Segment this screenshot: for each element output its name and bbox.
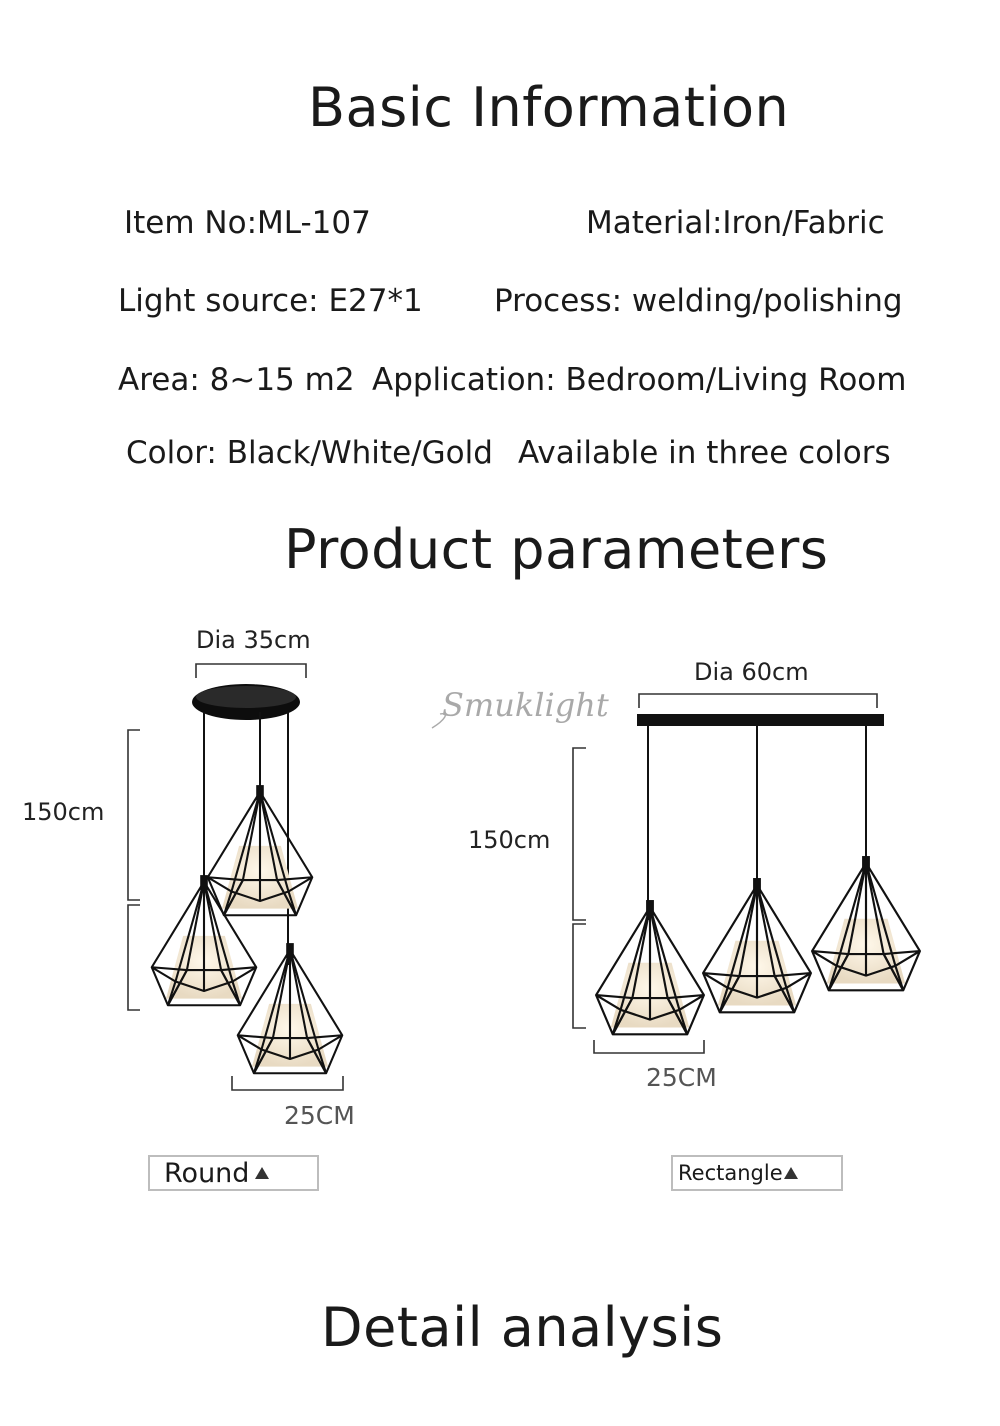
rectangle-tag-label: Rectangle <box>678 1161 783 1185</box>
round-width-label: 25CM <box>284 1101 355 1130</box>
rect-width-label: 25CM <box>646 1063 717 1092</box>
rect-height-label: 150cm <box>468 826 551 854</box>
round-tag-label: Round <box>164 1157 250 1189</box>
material-text: Material:Iron/Fabric <box>586 205 885 241</box>
triangle-up-icon <box>784 1167 798 1179</box>
rectangle-tag <box>671 1155 843 1191</box>
round-pendant <box>128 664 343 1090</box>
area-text: Area: 8~15 m2 <box>118 362 355 398</box>
application-text: Application: Bedroom/Living Room <box>372 362 907 398</box>
item-no-text: Item No:ML-107 <box>124 205 371 241</box>
round-height-label: 150cm <box>22 798 105 826</box>
basic-information-title: Basic Information <box>308 76 790 139</box>
round-diameter-label: Dia 35cm <box>196 626 311 654</box>
watermark-logo: Smuklight <box>442 686 609 724</box>
available-colors-text: Available in three colors <box>518 435 891 471</box>
round-tag <box>148 1155 319 1191</box>
color-text: Color: Black/White/Gold <box>126 435 493 471</box>
rectangle-pendant <box>573 694 920 1053</box>
detail-analysis-title: Detail analysis <box>321 1296 724 1359</box>
triangle-up-icon <box>255 1167 269 1179</box>
product-parameters-title: Product parameters <box>284 518 829 581</box>
rect-diameter-label: Dia 60cm <box>694 658 809 686</box>
light-source-text: Light source: E27*1 <box>118 283 423 319</box>
process-text: Process: welding/polishing <box>494 283 903 319</box>
